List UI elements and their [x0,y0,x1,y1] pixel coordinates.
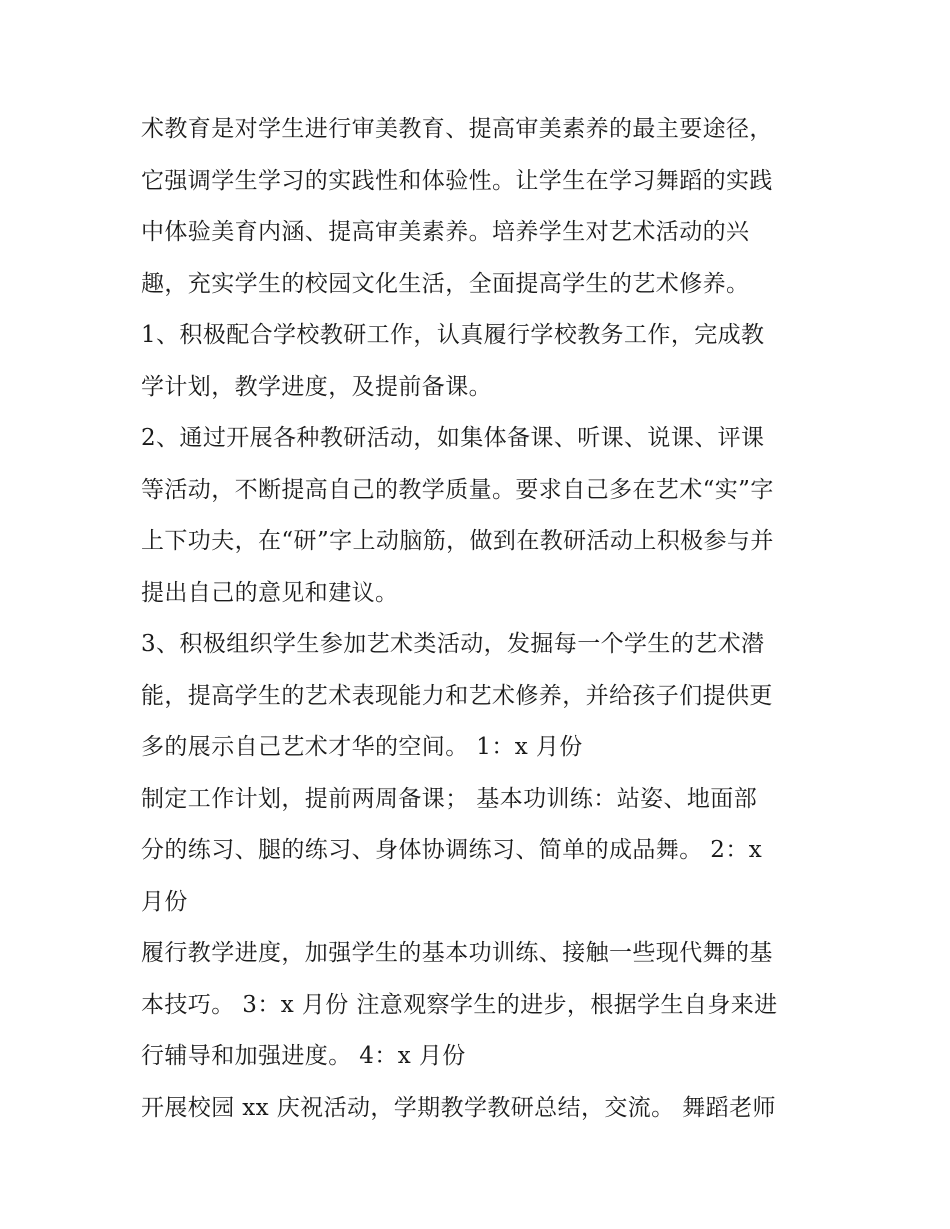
text-line: 制定工作计划，提前两周备课； 基本功训练：站姿、地面部 [141,785,758,812]
text-line: 等活动，不断提高自己的教学质量。要求自己多在艺术“实”字 [141,476,774,503]
text-line: 上下功夫，在“研”字上动脑筋，做到在教研活动上积极参与并 [141,528,774,554]
text-line: 它强调学生学习的实践性和体验性。让学生在学习舞蹈的实践 [141,167,773,194]
text-line: 能，提高学生的艺术表现能力和艺术修养，并给孩子们提供更 [141,682,773,709]
text-line: 中体验美育内涵、提高审美素养。培养学生对艺术活动的兴 [141,219,750,245]
text-line: 履行教学进度，加强学生的基本功训练、接触一些现代舞的基 [141,940,773,966]
text-line: 1、积极配合学校教研工作，认真履行学校教务工作，完成教 [141,322,765,348]
text-line: 分的练习、腿的练习、身体协调练习、简单的成品舞。 2：x [141,837,763,863]
text-line: 术教育是对学生进行审美教育、提高审美素养的最主要途径， [141,116,773,142]
text-line: 提出自己的意见和建议。 [141,579,399,606]
text-line: 月份 [141,888,188,915]
text-line: 2、通过开展各种教研活动，如集体备课、听课、说课、评课 [141,425,765,451]
text-line: 3、积极组织学生参加艺术类活动，发掘每一个学生的艺术潜 [141,631,765,657]
text-line: 多的展示自己艺术才华的空间。 1：x 月份 [141,734,583,760]
text-line: 趣，充实学生的校园文化生活，全面提高学生的艺术修养。 [141,270,750,297]
text-line: 开展校园 xx 庆祝活动，学期教学教研总结，交流。 舞蹈老师 [141,1094,776,1121]
body-text [141,104,821,1134]
text-line: 学计划，教学进度，及提前备课。 [141,373,492,400]
text-line: 行辅导和加强进度。 4：x 月份 [141,1043,466,1069]
text-line: 本技巧。 3：x 月份 注意观察学生的进步，根据学生自身来进 [141,991,778,1018]
